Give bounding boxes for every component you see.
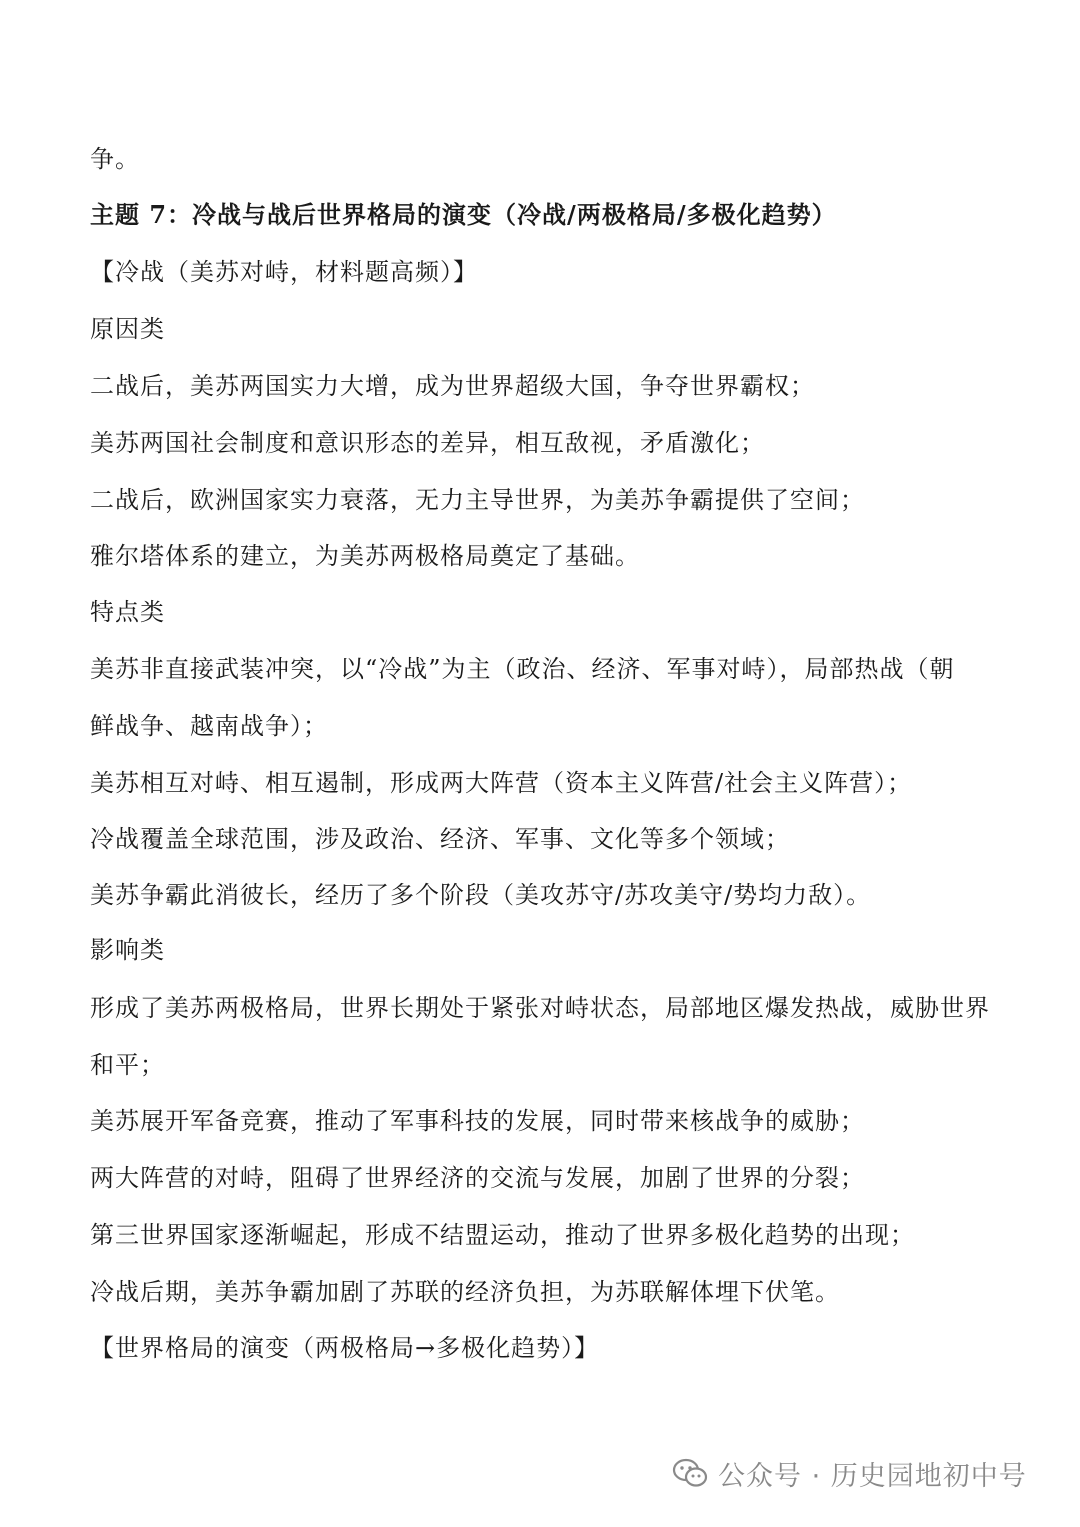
subheading-features: 特点类 — [90, 598, 165, 626]
subheading-causes: 原因类 — [90, 315, 165, 343]
text-line: 雅尔塔体系的建立，为美苏两极格局奠定了基础。 — [90, 542, 640, 570]
topic-heading: 主题 7：冷战与战后世界格局的演变（冷战/两极格局/多极化趋势） — [90, 200, 837, 229]
text-line: 美苏争霸此消彼长，经历了多个阶段（美攻苏守/苏攻美守/势均力敌）。 — [90, 881, 872, 909]
text-line: 二战后，美苏两国实力大增，成为世界超级大国，争夺世界霸权； — [90, 372, 815, 400]
text-line: 两大阵营的对峙，阻碍了世界经济的交流与发展，加剧了世界的分裂； — [90, 1164, 865, 1192]
text-line: 二战后，欧洲国家实力衰落，无力主导世界，为美苏争霸提供了空间； — [90, 486, 865, 514]
section-heading-cold-war: 【冷战（美苏对峙，材料题高频）】 — [90, 258, 478, 286]
wechat-watermark — [672, 1453, 1027, 1493]
wechat-icon — [672, 1458, 708, 1488]
section-heading-world-pattern: 【世界格局的演变（两极格局→多极化趋势）】 — [90, 1334, 600, 1362]
text-line: 冷战后期，美苏争霸加剧了苏联的经济负担，为苏联解体埋下伏笔。 — [90, 1278, 840, 1306]
text-line-continuation: 争。 — [90, 145, 140, 173]
text-line: 美苏相互对峙、相互遏制，形成两大阵营（资本主义阵营/社会主义阵营）； — [90, 769, 913, 797]
text-line: 形成了美苏两极格局，世界长期处于紧张对峙状态，局部地区爆发热战，威胁世界 — [90, 994, 990, 1022]
text-line: 冷战覆盖全球范围，涉及政治、经济、军事、文化等多个领域； — [90, 825, 790, 853]
text-line: 美苏展开军备竞赛，推动了军事科技的发展，同时带来核战争的威胁； — [90, 1107, 865, 1135]
text-line: 和平； — [90, 1051, 165, 1079]
subheading-impacts: 影响类 — [90, 936, 165, 964]
text-line: 美苏非直接武装冲突，以“冷战”为主（政治、经济、军事对峙），局部热战（朝 — [90, 655, 955, 683]
text-line: 第三世界国家逐渐崛起，形成不结盟运动，推动了世界多极化趋势的出现； — [90, 1221, 915, 1249]
watermark-text: 公众号 · 历史园地初中号 — [718, 1460, 1027, 1492]
text-line: 美苏两国社会制度和意识形态的差异，相互敌视，矛盾激化； — [90, 429, 765, 457]
text-line: 鲜战争、越南战争）； — [90, 712, 328, 740]
